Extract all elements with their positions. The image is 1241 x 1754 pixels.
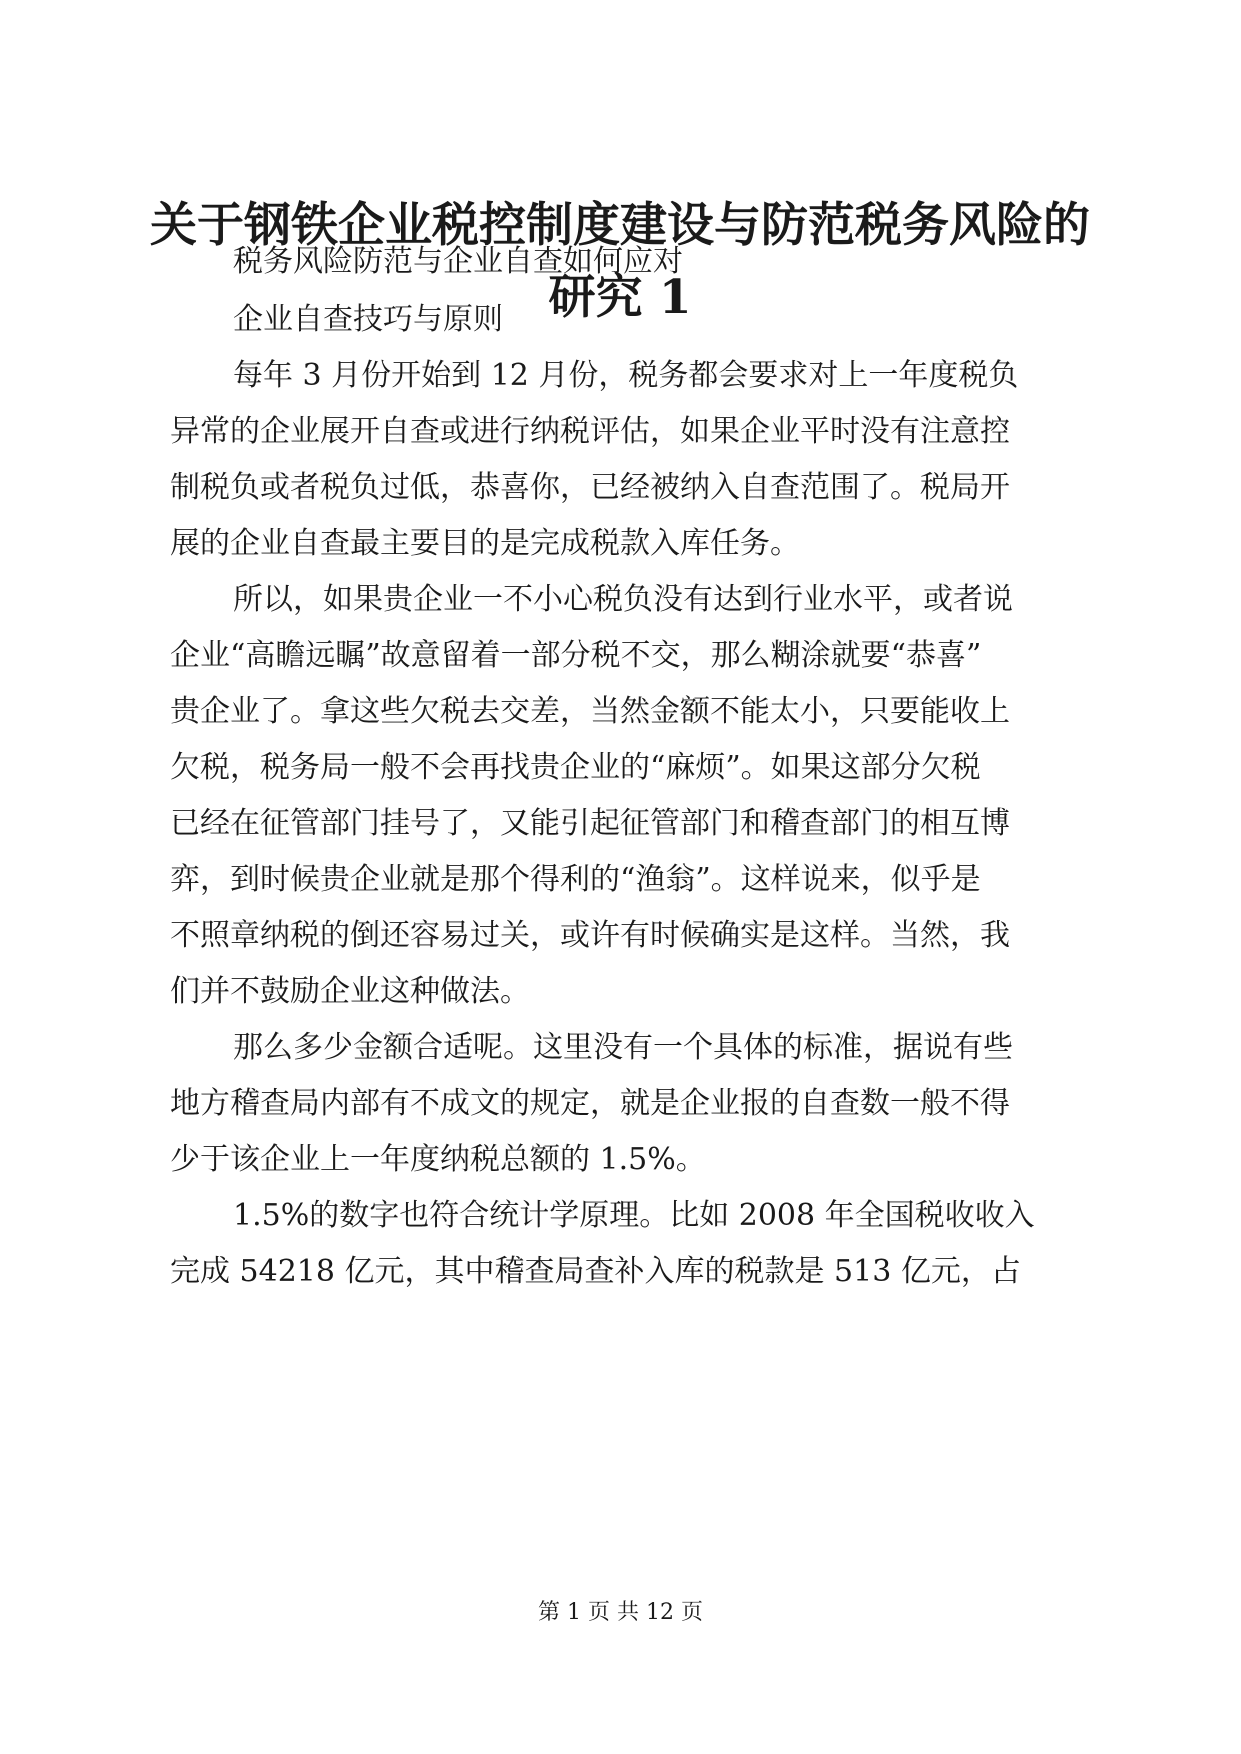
title-line-1: 关于钢铁企业税控制度建设与防范税务风险的 <box>150 198 1090 253</box>
paragraph-3-line: 少于该企业上一年度纳税总额的 1.5%。 <box>170 1142 706 1177</box>
subheading-self-check: 企业自查技巧与原则 <box>233 302 503 337</box>
paragraph-2-line: 不照章纳税的倒还容易过关，或许有时候确实是这样。当然，我 <box>170 918 1010 953</box>
paragraph-3-line: 地方稽查局内部有不成文的规定，就是企业报的自查数一般不得 <box>170 1086 1010 1121</box>
paragraph-1-line: 展的企业自查最主要目的是完成税款入库任务。 <box>170 526 800 561</box>
paragraph-2-line: 已经在征管部门挂号了，又能引起征管部门和稽查部门的相互博 <box>170 806 1010 841</box>
paragraph-2-line: 弈，到时候贵企业就是那个得利的“渔翁”。这样说来，似乎是 <box>170 862 981 897</box>
page-number-footer: 第 1 页 共 12 页 <box>538 1600 703 1625</box>
paragraph-4-line: 1.5%的数字也符合统计学原理。比如 2008 年全国税收收入 <box>233 1198 1035 1233</box>
paragraph-3-line: 那么多少金额合适呢。这里没有一个具体的标准，据说有些 <box>233 1030 1013 1065</box>
paragraph-2-line: 所以，如果贵企业一不小心税负没有达到行业水平，或者说 <box>233 582 1013 617</box>
paragraph-4-line: 完成 54218 亿元，其中稽查局查补入库的税款是 513 亿元，占 <box>170 1254 1021 1289</box>
paragraph-2-line: 欠税，税务局一般不会再找贵企业的“麻烦”。如果这部分欠税 <box>170 750 981 785</box>
paragraph-1-line: 每年 3 月份开始到 12 月份，税务都会要求对上一年度税负 <box>233 358 1019 393</box>
paragraph-2-line: 企业“高瞻远瞩”故意留着一部分税不交，那么糊涂就要“恭喜” <box>170 638 982 673</box>
subheading-risk-prevention: 税务风险防范与企业自查如何应对 <box>233 244 683 279</box>
paragraph-2-line: 贵企业了。拿这些欠税去交差，当然金额不能太小，只要能收上 <box>170 694 1010 729</box>
paragraph-1-line: 异常的企业展开自查或进行纳税评估，如果企业平时没有注意控 <box>170 414 1010 449</box>
paragraph-2-line: 们并不鼓励企业这种做法。 <box>170 974 530 1009</box>
paragraph-1-line: 制税负或者税负过低，恭喜你，已经被纳入自查范围了。税局开 <box>170 470 1010 505</box>
title-line-2: 研究 1 <box>548 270 692 325</box>
